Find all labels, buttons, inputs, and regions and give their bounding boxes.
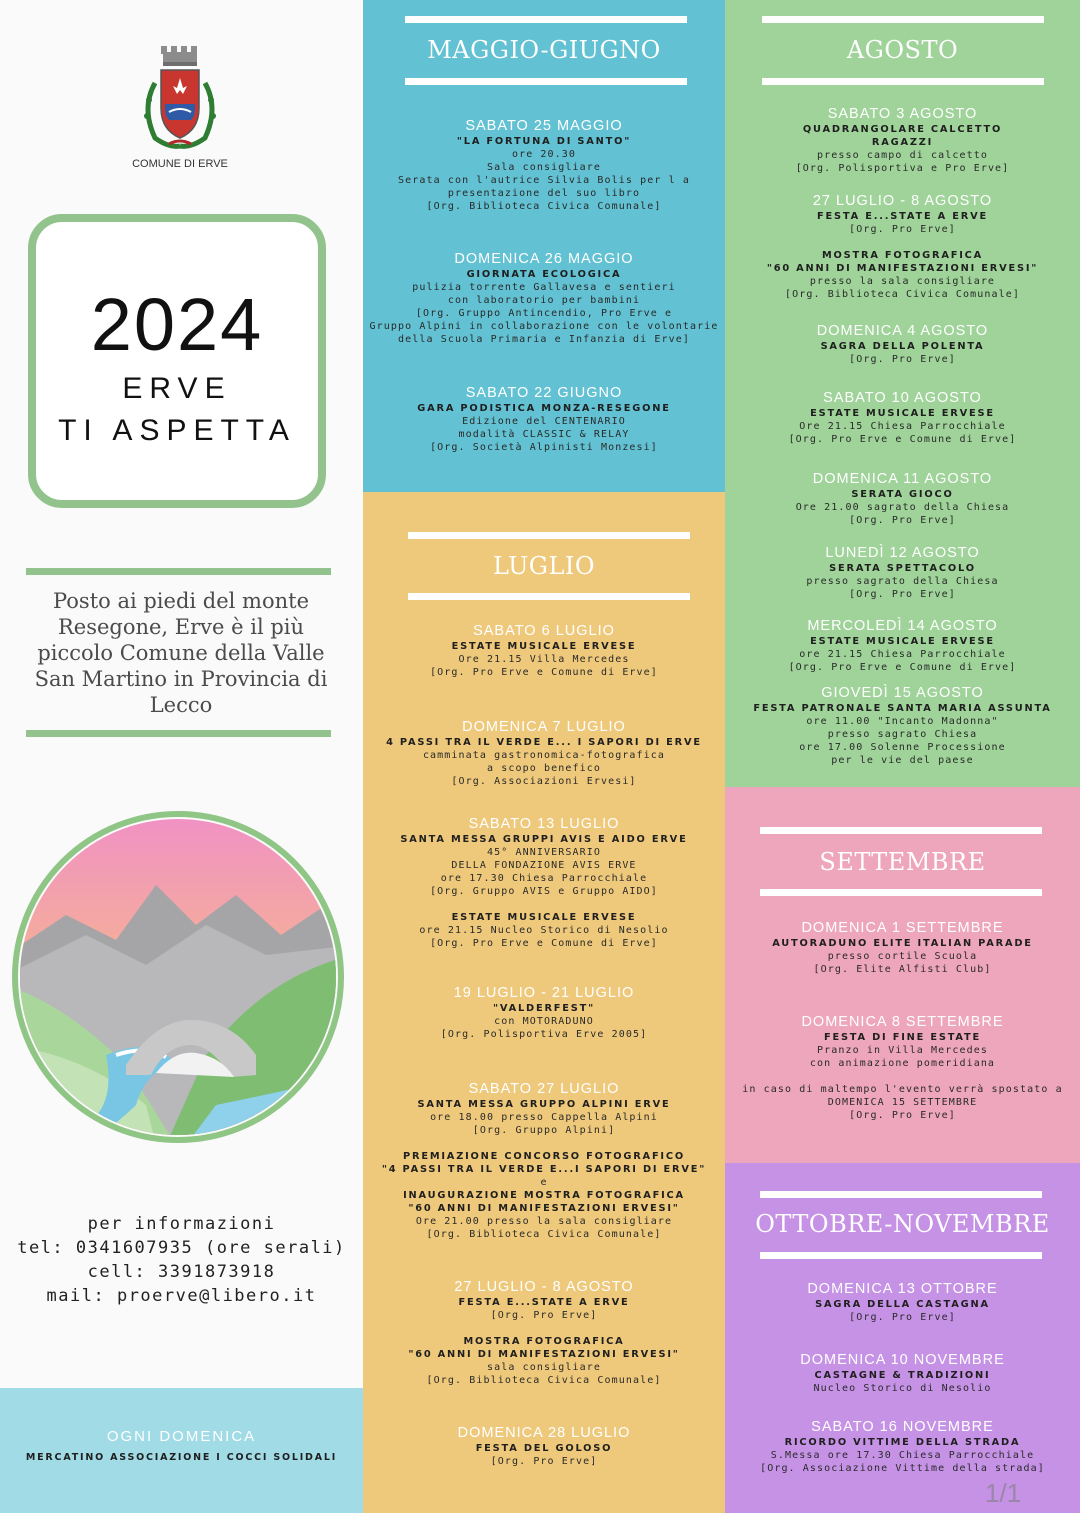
event-detail: Ore 21.15 Villa Mercedes <box>458 654 630 665</box>
event-detail: [Org. Associazione Vittime della strada] <box>760 1463 1045 1474</box>
year-title: 2024 <box>90 283 264 366</box>
event-name: FESTA DEL GOLOSO <box>475 1443 613 1454</box>
event-detail: con animazione pomeridiana <box>809 1058 996 1069</box>
event-block <box>363 1278 725 1387</box>
event-date: LUNEDÌ 12 AGOSTO <box>825 545 980 561</box>
event-name: FESTA PATRONALE SANTA MARIA ASSUNTA <box>753 703 1052 714</box>
event-name: ESTATE MUSICALE ERVESE <box>451 912 637 923</box>
event-name: RAGAZZI <box>871 137 934 148</box>
event-detail: presso sagrato Chiesa <box>827 729 978 740</box>
event-date: SABATO 13 LUGLIO <box>468 816 620 832</box>
event-block <box>725 617 1080 674</box>
divider-top <box>26 568 331 575</box>
event-date: GIOVEDÌ 15 AGOSTO <box>821 685 984 701</box>
event-detail: [Org. Pro Erve] <box>490 1456 598 1467</box>
event-detail <box>363 1137 725 1150</box>
event-name: FESTA DI FINE ESTATE <box>823 1032 982 1043</box>
event-detail: [Org. Pro Erve e Comune di Erve] <box>430 667 658 678</box>
event-detail: [Org. Pro Erve e Comune di Erve] <box>788 434 1017 445</box>
event-name: ESTATE MUSICALE ERVESE <box>810 636 995 647</box>
event-detail <box>363 898 725 911</box>
event-detail: [Org. Pro Erve] <box>849 354 956 365</box>
event-date: SABATO 3 AGOSTO <box>827 106 978 122</box>
ogni-domenica-title: OGNI DOMENICA <box>106 1428 257 1445</box>
event-detail: presentazione del suo libro <box>447 188 641 199</box>
header-bar-top <box>405 16 687 23</box>
info-mail[interactable]: mail: proerve@libero.it <box>46 1286 317 1306</box>
ogni-domenica-subtitle: MERCATINO ASSOCIAZIONE I COCCI SOLIDALI <box>25 1452 338 1463</box>
event-date: DOMENICA 11 AGOSTO <box>812 471 993 487</box>
left-column <box>0 0 363 1513</box>
event-detail: [Org. Pro Erve e Comune di Erve] <box>430 938 658 949</box>
event-name: SERATA SPETTACOLO <box>829 563 976 574</box>
event-block <box>725 1013 1080 1122</box>
event-name: "VALDERFEST" <box>492 1003 596 1014</box>
section-title: LUGLIO <box>492 552 596 580</box>
event-date: SABATO 27 LUGLIO <box>468 1081 620 1097</box>
event-detail: [Org. Elite Alfisti Club] <box>813 964 992 975</box>
info-phone[interactable]: tel: 0341607935 (ore serali) <box>17 1238 346 1258</box>
event-detail: della Scuola Primaria e Infanzia di Erve] <box>398 334 690 345</box>
header-bar-top <box>762 16 1044 23</box>
event-detail: sala consigliare <box>487 1362 601 1373</box>
section-luglio <box>363 492 725 1513</box>
event-date: DOMENICA 28 LUGLIO <box>457 1425 631 1441</box>
event-detail: Edizione del CENTENARIO <box>462 416 626 427</box>
event-block <box>725 684 1080 767</box>
event-detail <box>363 1322 725 1335</box>
event-name: SAGRA DELLA CASTAGNA <box>815 1299 990 1310</box>
event-detail: [Org. Biblioteca Civica Comunale] <box>426 201 662 212</box>
event-detail: Gruppo Alpini in collaborazione con le volontarie <box>369 321 719 332</box>
header-bar-top <box>760 1191 1042 1198</box>
event-detail: Ore 21.00 presso la sala consigliare <box>415 1216 673 1227</box>
event-date: SABATO 10 AGOSTO <box>823 390 982 406</box>
page-number: 1/1 <box>985 1478 1022 1508</box>
event-detail: presso sagrato della Chiesa <box>806 576 999 587</box>
event-name: FESTA E...STATE A ERVE <box>458 1297 630 1308</box>
event-date: DOMENICA 13 OTTOBRE <box>807 1281 998 1297</box>
event-detail: [Org. Gruppo Alpini] <box>472 1125 616 1136</box>
event-name: QUADRANGOLARE CALCETTO <box>802 124 1003 135</box>
section-title: AGOSTO <box>846 36 959 64</box>
event-detail: [Org. Pro Erve] <box>849 1312 956 1323</box>
event-date: DOMENICA 4 AGOSTO <box>816 323 989 339</box>
event-date: 19 LUGLIO - 21 LUGLIO <box>453 985 635 1001</box>
event-name: AUTORADUNO ELITE ITALIAN PARADE <box>772 938 1033 949</box>
slogan-line-2: TI ASPETTA <box>58 414 296 447</box>
event-detail: [Org. Associazioni Ervesi] <box>451 776 637 787</box>
slogan-line-1: ERVE <box>122 372 232 405</box>
section-title: MAGGIO-GIUGNO <box>427 36 661 64</box>
mountain-landscape-icon <box>6 805 354 1145</box>
event-block <box>725 1351 1080 1395</box>
event-block <box>363 622 725 679</box>
coat-of-arms-icon <box>125 38 235 173</box>
event-detail: [Org. Pro Erve] <box>849 224 956 235</box>
event-date: MERCOLEDÌ 14 AGOSTO <box>807 618 998 634</box>
event-detail: Nucleo Storico di Nesolio <box>813 1383 992 1394</box>
event-detail: [Org. Biblioteca Civica Comunale] <box>426 1229 662 1240</box>
event-detail: ore 21.15 Nucleo Storico di Nesolio <box>419 925 669 936</box>
event-name: CASTAGNE & TRADIZIONI <box>814 1370 991 1381</box>
header-bar-bottom <box>405 78 687 85</box>
event-detail: in caso di maltempo l'evento verrà spostato a <box>742 1084 1063 1095</box>
event-block <box>725 470 1080 527</box>
section-maggio-giugno <box>363 0 725 492</box>
comune-logo <box>125 38 235 173</box>
event-detail: Serata con l'autrice Silvia Bolis per l a <box>398 175 690 186</box>
event-block <box>725 919 1080 976</box>
event-detail: ore 18.00 presso Cappella Alpini <box>430 1112 658 1123</box>
event-name: "4 PASSI TRA IL VERDE E...I SAPORI DI ERVE" <box>381 1164 707 1175</box>
section-agosto <box>725 0 1080 787</box>
event-block <box>725 1280 1080 1324</box>
event-detail: [Org. Pro Erve] <box>849 515 956 526</box>
event-name: MOSTRA FOTOGRAFICA <box>463 1336 625 1347</box>
event-date: SABATO 22 GIUGNO <box>465 385 623 401</box>
event-date: DOMENICA 1 SETTEMBRE <box>801 920 1004 936</box>
event-detail: presso cortile Scuola <box>827 951 978 962</box>
header-bar-bottom <box>762 78 1044 85</box>
event-detail: ore 20.30 <box>511 149 577 160</box>
event-name: "60 ANNI DI MANIFESTAZIONI ERVESI" <box>408 1203 680 1214</box>
event-block <box>363 1080 725 1241</box>
event-detail: ore 11.00 "Incanto Madonna" <box>806 716 999 727</box>
event-name: GIORNATA ECOLOGICA <box>466 269 622 280</box>
event-block <box>725 389 1080 446</box>
section-title: SETTEMBRE <box>819 848 986 876</box>
event-block <box>363 815 725 950</box>
event-block <box>363 250 725 346</box>
event-detail: [Org. Pro Erve e Comune di Erve] <box>788 662 1017 673</box>
event-detail: [Org. Gruppo AVIS e Gruppo AIDO] <box>430 886 658 897</box>
event-date: DOMENICA 26 MAGGIO <box>454 251 634 267</box>
event-date: DOMENICA 8 SETTEMBRE <box>801 1014 1004 1030</box>
event-detail: DELLA FONDAZIONE AVIS ERVE <box>451 860 637 871</box>
event-detail: Ore 21.00 sagrato della Chiesa <box>795 502 1010 513</box>
event-name: SERATA GIOCO <box>851 489 954 500</box>
event-detail: 45° ANNIVERSARIO <box>487 847 601 858</box>
header-bar-top <box>760 827 1042 834</box>
event-detail: [Org. Società Alpinisti Monzesi] <box>430 442 658 453</box>
info-cell[interactable]: cell: 3391873918 <box>87 1262 276 1282</box>
event-detail: presso la sala consigliare <box>809 276 996 287</box>
event-block <box>363 117 725 213</box>
event-block <box>725 105 1080 175</box>
event-detail: per le vie del paese <box>831 755 974 766</box>
event-name: MOSTRA FOTOGRAFICA <box>821 250 984 261</box>
event-name: RICORDO VITTIME DELLA STRADA <box>784 1437 1021 1448</box>
town-description: Posto ai piedi del monte Resegone, Erve è il più piccolo Comune della Valle San Martino in Provincia di Lecco <box>34 589 328 717</box>
event-detail: Pranzo in Villa Mercedes <box>817 1045 988 1056</box>
event-name: SANTA MESSA GRUPPO ALPINI ERVE <box>417 1099 671 1110</box>
event-detail: camminata gastronomica-fotografica <box>422 750 666 761</box>
event-date: 27 LUGLIO - 8 AGOSTO <box>454 1279 634 1295</box>
event-detail: pulizia torrente Gallavesa e sentieri <box>412 282 676 293</box>
event-name: ESTATE MUSICALE ERVESE <box>810 408 995 419</box>
event-detail: [Org. Polisportiva e Pro Erve] <box>795 163 1010 174</box>
header-bar-top <box>408 532 690 539</box>
event-detail: [Org. Biblioteca Civica Comunale] <box>426 1375 662 1386</box>
event-date: 27 LUGLIO - 8 AGOSTO <box>812 193 993 209</box>
event-detail: [Org. Pro Erve] <box>849 589 956 600</box>
event-block <box>725 544 1080 601</box>
event-block <box>725 1418 1080 1475</box>
event-detail: Sala consigliare <box>487 162 601 173</box>
event-block <box>363 1424 725 1468</box>
event-detail: ore 21.15 Chiesa Parrocchiale <box>799 649 1006 660</box>
event-detail: a scopo benefico <box>487 763 601 774</box>
contact-info <box>0 1212 363 1308</box>
event-date: SABATO 16 NOVEMBRE <box>811 1419 994 1435</box>
logo-caption: COMUNE DI ERVE <box>132 158 228 170</box>
event-date: SABATO 6 LUGLIO <box>473 623 615 639</box>
event-name: FESTA E...STATE A ERVE <box>817 211 988 222</box>
event-detail: [Org. Biblioteca Civica Comunale] <box>785 289 1020 300</box>
event-block <box>725 322 1080 366</box>
header-bar-bottom <box>408 593 690 600</box>
event-detail: [Org. Pro Erve] <box>849 1110 956 1121</box>
event-block <box>363 984 725 1041</box>
info-heading: per informazioni <box>87 1214 276 1234</box>
event-detail: [Org. Polisportiva Erve 2005] <box>440 1029 648 1040</box>
event-name: PREMIAZIONE CONCORSO FOTOGRAFICO <box>403 1151 685 1162</box>
event-detail: [Org. Gruppo Antincendio, Pro Erve e <box>415 308 673 319</box>
valley-illustration <box>6 805 354 1145</box>
event-name: ESTATE MUSICALE ERVESE <box>451 641 637 652</box>
event-detail: con laboratorio per bambini <box>447 295 641 306</box>
event-detail: modalità CLASSIC & RELAY <box>458 429 630 440</box>
year-frame <box>28 214 326 508</box>
event-name: "60 ANNI DI MANIFESTAZIONI ERVESI" <box>408 1349 680 1360</box>
header-bar-bottom <box>760 1252 1042 1259</box>
event-block <box>725 192 1080 301</box>
event-name: INAUGURAZIONE MOSTRA FOTOGRAFICA <box>403 1190 685 1201</box>
event-detail: [Org. Pro Erve] <box>490 1310 598 1321</box>
event-name: GARA PODISTICA MONZA-RESEGONE <box>417 403 671 414</box>
section-title: OTTOBRE-NOVEMBRE <box>755 1210 1050 1238</box>
event-detail <box>725 236 1080 249</box>
section-ottobre-novembre <box>725 1163 1080 1513</box>
event-detail: ore 17.00 Solenne Processione <box>799 742 1006 753</box>
event-date: DOMENICA 10 NOVEMBRE <box>800 1352 1005 1368</box>
event-detail: S.Messa ore 17.30 Chiesa Parrocchiale <box>770 1450 1035 1461</box>
event-detail: ore 17.30 Chiesa Parrocchiale <box>440 873 648 884</box>
event-name: "LA FORTUNA DI SANTO" <box>456 136 632 147</box>
event-block <box>363 384 725 454</box>
header-bar-bottom <box>760 889 1042 896</box>
event-detail: DOMENICA 15 SETTEMBRE <box>827 1097 978 1108</box>
event-detail: Ore 21.15 Chiesa Parrocchiale <box>799 421 1006 432</box>
event-name: SANTA MESSA GRUPPI AVIS E AIDO ERVE <box>400 834 688 845</box>
event-detail: presso campo di calcetto <box>817 150 988 161</box>
ogni-domenica-box <box>0 1388 363 1513</box>
event-name: "60 ANNI DI MANIFESTAZIONI ERVESI" <box>766 263 1039 274</box>
divider-bottom <box>26 730 331 737</box>
event-name: 4 PASSI TRA IL VERDE E... I SAPORI DI ERVE <box>386 737 702 748</box>
event-detail: e <box>540 1177 548 1188</box>
event-name: SAGRA DELLA POLENTA <box>820 341 985 352</box>
event-date: DOMENICA 7 LUGLIO <box>462 719 626 735</box>
event-detail: con MOTORADUNO <box>494 1016 594 1027</box>
event-date: SABATO 25 MAGGIO <box>465 118 623 134</box>
section-settembre <box>725 787 1080 1163</box>
event-detail <box>725 1070 1080 1083</box>
event-block <box>363 718 725 788</box>
